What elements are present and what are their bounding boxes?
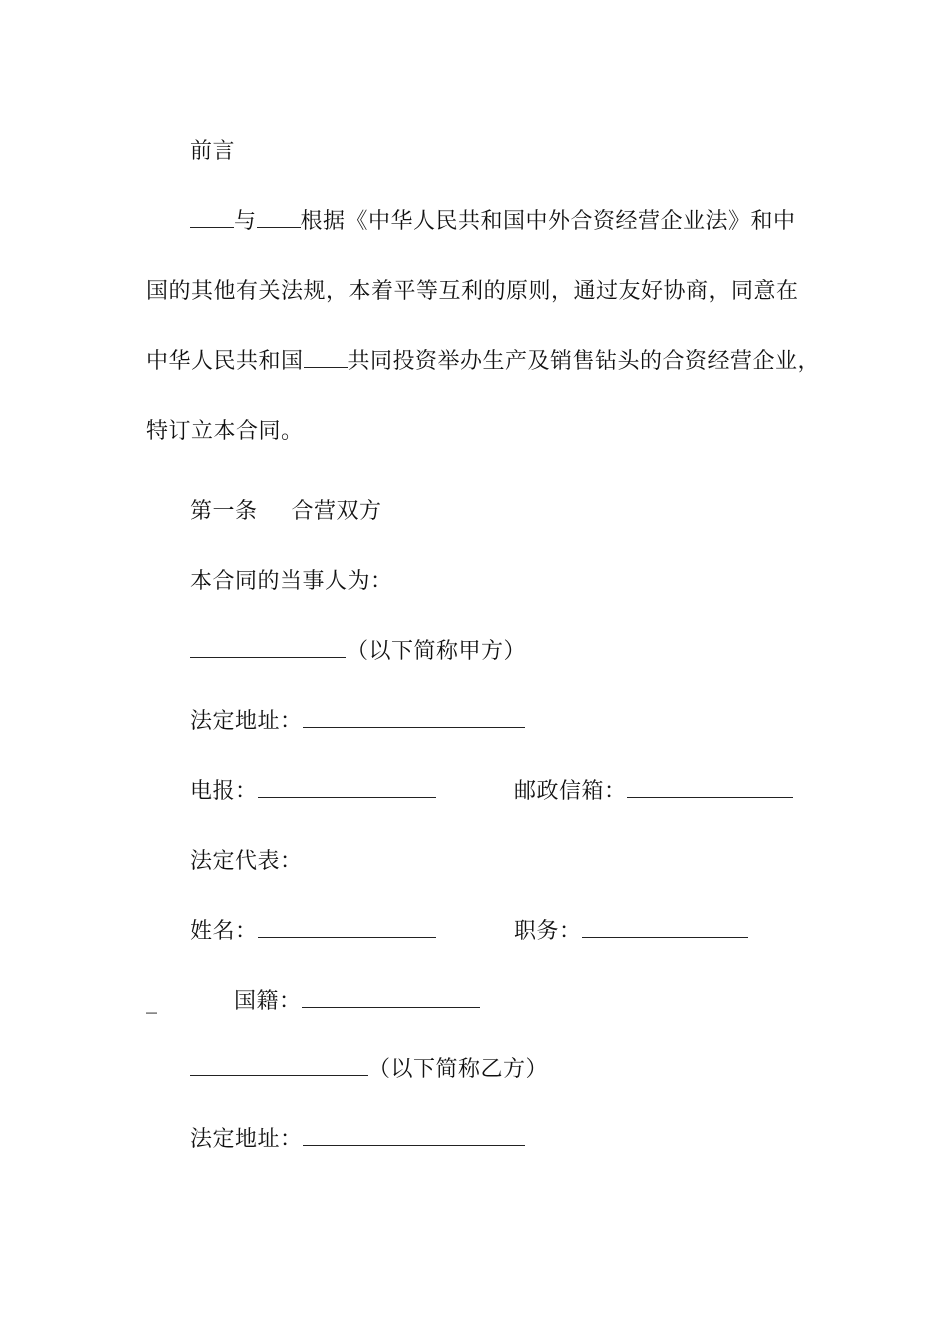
preface-line-3-text: 共同投资举办生产及销售钻头的合资经营企业， [347, 349, 821, 374]
preface-paragraph-line-4: 特订立本合同。 [146, 419, 304, 444]
representative-label: 法定代表： [190, 849, 303, 874]
party-b-blank[interactable] [257, 207, 301, 228]
party-b-line [190, 1055, 548, 1085]
and-text: 与 [234, 209, 257, 234]
party-a-pobox-field[interactable] [627, 777, 793, 798]
party-a-address-line [190, 707, 525, 737]
position-label: 职务： [514, 919, 582, 944]
preface-line-3-start: 中华人民共和国 [146, 349, 304, 374]
rep-position-line [514, 917, 748, 947]
party-b-name-field[interactable] [190, 1055, 368, 1076]
party-b-address-field[interactable] [303, 1125, 525, 1146]
address-label-b: 法定地址： [190, 1127, 303, 1152]
rep-name-field[interactable] [258, 917, 436, 938]
party-a-address-field[interactable] [303, 707, 525, 728]
parties-intro: 本合同的当事人为： [190, 569, 393, 594]
party-a-name-field[interactable] [190, 637, 346, 658]
location-blank[interactable] [304, 347, 348, 368]
party-a-suffix: （以下简称甲方） [346, 639, 527, 664]
preface-paragraph-line-1 [190, 207, 796, 237]
preface-paragraph-line-3 [146, 347, 820, 377]
stray-underscore: _ [146, 989, 158, 1014]
preface-heading: 前言 [190, 139, 236, 164]
party-b-suffix: （以下简称乙方） [368, 1057, 549, 1082]
telegram-label: 电报： [190, 779, 258, 804]
nationality-field[interactable] [302, 987, 480, 1008]
party-a-pobox-line [514, 777, 793, 807]
article-number: 第一条 [190, 499, 258, 524]
article-title: 合营双方 [291, 499, 382, 524]
name-label: 姓名： [190, 919, 258, 944]
preface-paragraph-line-2: 国的其他有关法规，本着平等互利的原则，通过友好协商，同意在 [146, 279, 799, 304]
party-a-line [190, 637, 526, 667]
party-a-blank[interactable] [190, 207, 234, 228]
article-1-heading [190, 497, 382, 527]
pobox-label: 邮政信箱： [514, 779, 627, 804]
nationality-label: 国籍： [234, 989, 302, 1014]
party-a-telegram-line [190, 777, 436, 807]
party-b-address-line [190, 1125, 525, 1155]
rep-name-line [190, 917, 436, 947]
party-a-telegram-field[interactable] [258, 777, 436, 798]
address-label: 法定地址： [190, 709, 303, 734]
rep-position-field[interactable] [582, 917, 748, 938]
preface-line-1-text: 根据《中华人民共和国中外合资经营企业法》和中 [300, 209, 796, 234]
nationality-line [234, 987, 480, 1017]
